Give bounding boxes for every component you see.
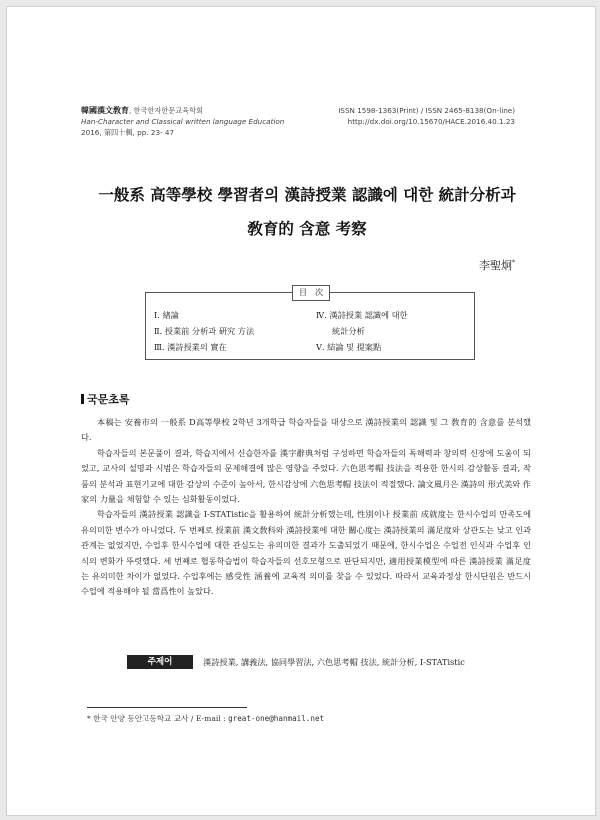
abstract-paragraph: 本稿는 安養市의 一般系 D高等學校 2학년 3개학급 학습자들을 대상으로 漢詩授業의 認識 및 그 敎育的 含意를 분석했다.	[81, 417, 531, 443]
heading-bar-icon	[81, 394, 84, 404]
journal-title-line: 韓國漢文敎育, 한국한자한문교육학회	[81, 105, 204, 115]
abstract-body	[81, 415, 531, 600]
journal-society: 한국한자한문교육학회	[133, 106, 204, 115]
footnote-divider	[87, 707, 247, 708]
toc-item: Ⅴ. 結論 및 提案點	[316, 342, 382, 352]
issn: ISSN 1598-1363(Print) / ISSN 2465-8138(On-line)	[338, 106, 515, 115]
paper-title-line-2: 敎育的 含意 考察	[247, 219, 367, 238]
toc-item: Ⅲ. 漢詩授業의 實在	[154, 342, 227, 352]
paper-title-line-1: 一般系 高等學校 學習者의 漢詩授業 認識에 대한 統計分析과	[98, 185, 516, 204]
keywords-row	[127, 655, 557, 669]
toc-item: Ⅱ. 授業前 分析과 硏究 方法	[154, 326, 255, 336]
footnote-email[interactable]: great-one@hanmail.net	[228, 714, 325, 723]
author-footnote-mark: *	[512, 259, 515, 267]
toc-item: Ⅳ. 漢詩授業 認識에 대한	[316, 310, 408, 320]
paper-page	[6, 6, 596, 816]
toc-left-column	[154, 307, 254, 355]
journal-name: 韓國漢文敎育	[81, 105, 129, 115]
toc-item: Ⅰ. 緖論	[154, 310, 179, 320]
author-name-text: 李聖炯	[479, 259, 512, 272]
author-footnote	[87, 713, 324, 724]
keywords-text: 漢詩授業, 講義法, 協同學習法, 六色思考帽 技法, 統計分析, I-STATistic	[203, 657, 465, 667]
doi-link[interactable]: http://dx.doi.org/10.15670/HACE.2016.40.1.23	[347, 117, 515, 126]
table-of-contents	[145, 288, 475, 360]
toc-right-column	[316, 307, 407, 355]
toc-item: 統計分析	[332, 326, 365, 336]
abstract-heading	[81, 391, 130, 407]
journal-english-name: Han-Character and Classical written language Education	[81, 117, 285, 126]
author-name	[479, 257, 515, 273]
journal-issue: 2016, 第四十輯, pp. 23- 47	[81, 128, 175, 137]
footnote-affiliation: * 한국 안양 동안고등학교 교사 / E-mail :	[87, 714, 226, 723]
toc-title: 目 次	[292, 285, 330, 301]
abstract-paragraph: 학습자들의 漢詩授業 認識을 I-STATistic을 활용하여 統計分析했는데, 性別이나 授業前 成就度는 한시수업의 만족도에 유의미한 변수가 아니었다. 두 번째로 授業前 漢文敎科와 漢詩授業에 대한 關心度는 漢詩授業의 滿足度와 상관도는 낮고 인과관계는 없었지만, 수업후 한시수업에 대한 관심도는 유의미한 결과가 도출되었기 때문에, 한시수업은 수업전 인식과 수업후 인식의 변화가 뚜렷했다. 세 번째로 협동학습법이 학습자들의 선호모형으로 판단되지만, 適用授業模型에 따른 漢詩授業 滿足度는 유의미한 차이가 없었다. 수업후에는 感受性 涵養에 교육적 의미를 찾을 수 있었다. 따라서 교육과정상 한시단원은 반드시 수업에 적용해야 될 當爲性이 높았다.	[81, 509, 531, 597]
keywords-label: 주제어	[127, 655, 193, 669]
abstract-heading-text: 국문초록	[87, 393, 130, 406]
identifier-header	[255, 105, 515, 127]
abstract-paragraph: 학습자들의 본문풀이 결과, 학습지에서 신습한자를 漢字辭典처럼 구성하면 학습자들의 독해력과 창의력 신장에 도움이 되었고, 교사의 설명과 시범은 학습자들의 문제해결에 많은 영향을 주었다. 六色思考帽 技法을 적용한 한시의 감상활동 결과, 작품의 분석과 표현기교에 대한 감상의 수준이 높아서, 한시감상에 六色思考帽 技法이 적절했다. 論文風月은 漢詩의 形式美와 作家의 力量을 체험할 수 있는 심화활동이었다.	[81, 447, 531, 505]
